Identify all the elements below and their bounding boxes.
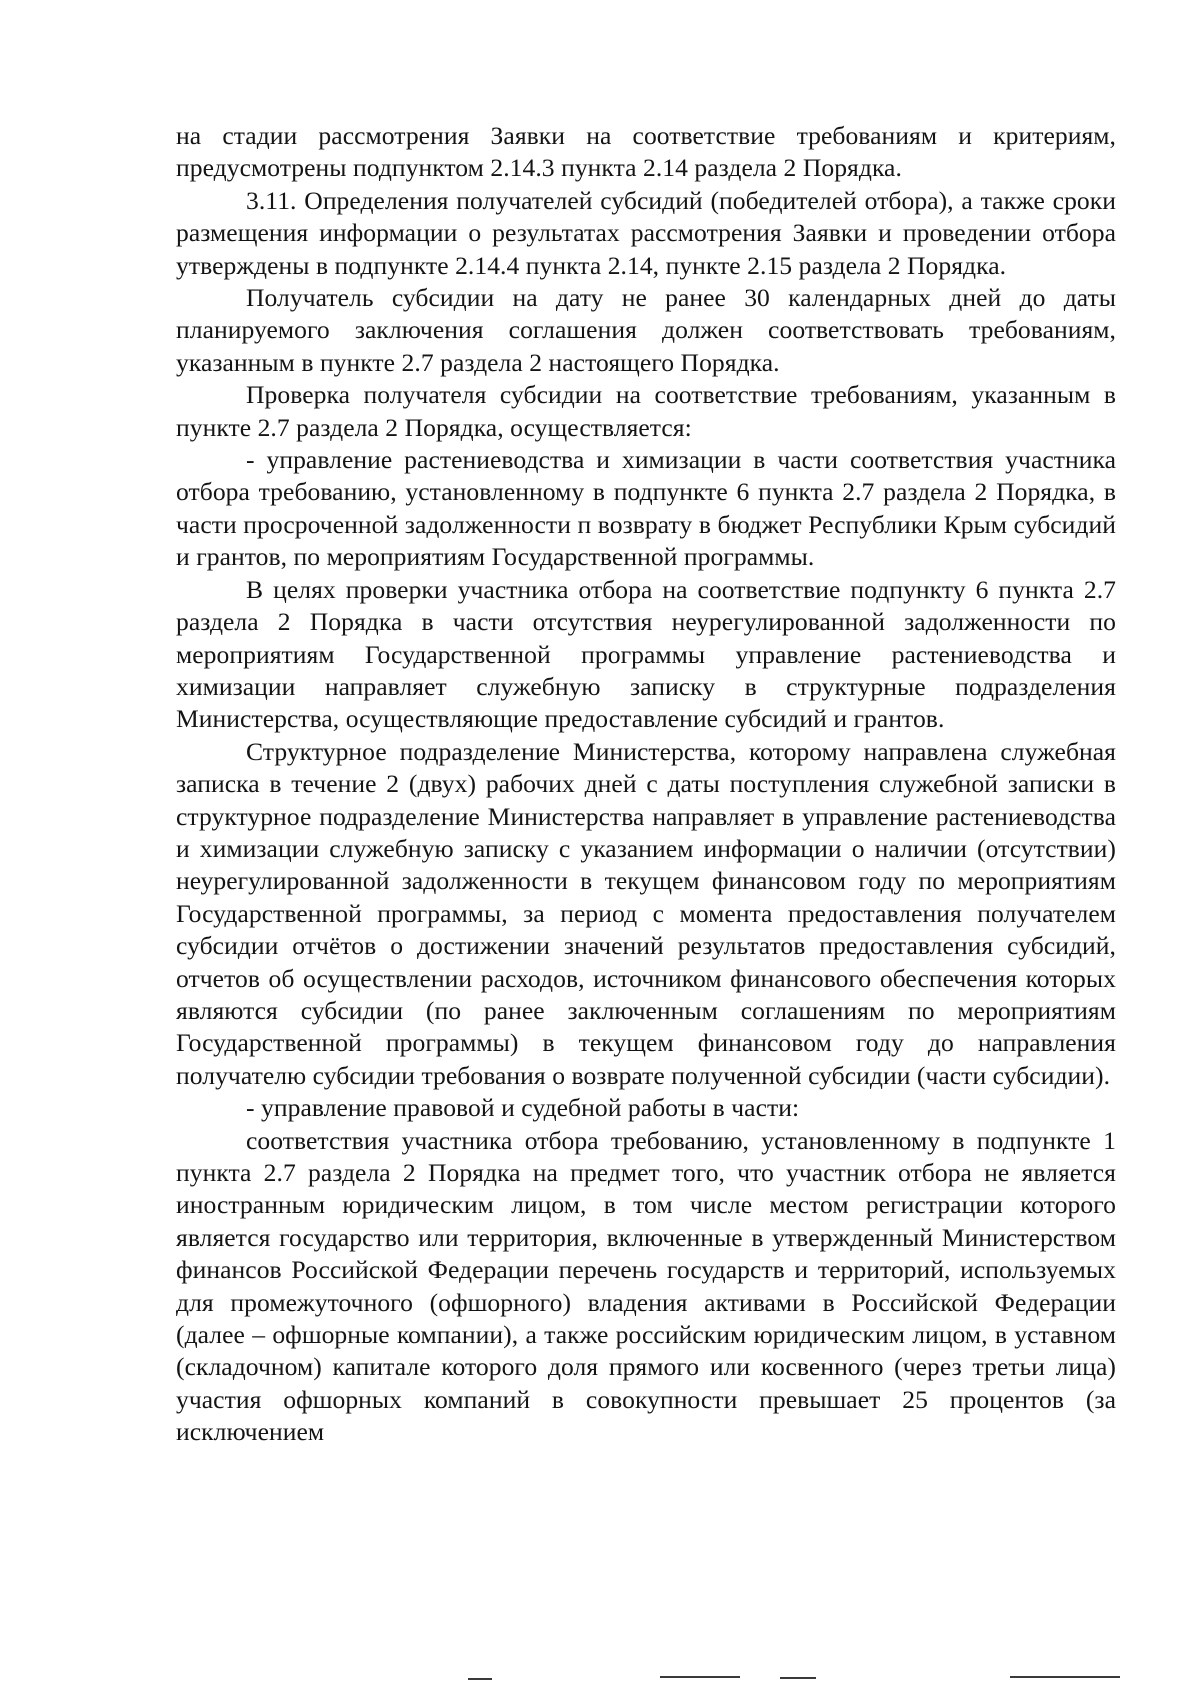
- paragraph-structural-division-response: Структурное подразделение Министерства, которому направлена служебная записка в течение 2 (двух) рабочих дней с даты поступления служебной записки в структурное подразделение Министерства направляет в управление растениеводства и химизации служебную записку с указанием информации о наличии (отсутствии) неурегулированной задолженности в текущем финансовом году по мероприятиям Государственной программы, за период с момента предоставления получателем субсидии отчётов о достижении значений результатов предоставления субсидий, отчетов об осуществлении расходов, источником финансового обеспечения которых являются субсидии (по ранее заключенным соглашениям по мероприятиям Государственной программы) в текущем финансовом году до направления получателю субсидии требования о возврате полученной субсидии (части субсидии).: [176, 736, 1116, 1090]
- paragraph-3-11-winners-definition: 3.11. Определения получателей субсидий (победителей отбора), а также сроки размещения информации о результатах рассмотрения Заявки и проведении отбора утверждены в подпункте 2.14.4 пункта 2.14, пункте 2.15 раздела 2 Порядка.: [176, 185, 1116, 280]
- paragraph-crop-department-check: - управление растениеводства и химизации в части соответствия участника отбора требованию, установленному в подпункте 6 пункта 2.7 раздела 2 Порядка, в части просроченной задолженности п возврату в бюджет Республики Крым субсидий и грантов, по мероприятиям Государственной программы.: [176, 445, 1116, 572]
- paragraph-debt-check-memo: В целях проверки участника отбора на соответствие подпункту 6 пункта 2.7 раздела 2 Порядка в части отсутствия неурегулированной задолженности по мероприятиям Государственной программы управление растениеводства и химизации направляет служебную записку в структурные подразделения Министерства, осуществляющие предоставление субсидий и грантов.: [176, 574, 1116, 734]
- paragraph-recipient-requirements: Получатель субсидии на дату не ранее 30 календарных дней до даты планируемого заключения соглашения должен соответствовать требованиям, указанным в пункте 2.7 раздела 2 настоящего Порядка.: [176, 283, 1116, 377]
- paragraph-results-review-stage: на стадии рассмотрения Заявки на соответствие требованиям и критериям, предусмотрены подпунктом 2.14.3 пункта 2.14 раздела 2 Порядка.: [176, 121, 1116, 183]
- document-body: [176, 120, 1116, 1449]
- paragraph-offshore-requirement: соответствия участника отбора требованию, установленному в подпункте 1 пункта 2.7 раздела 2 Порядка на предмет того, что участник отбора не является иностранным юридическим лицом, в том числе местом регистрации которого является государство или территория, включенные в утвержденный Министерством финансов Российской Федерации перечень государств и территорий, используемых для промежуточного (офшорного) владения активами в Российской Федерации (далее – офшорные компании), а также российским юридическим лицом, в уставном (складочном) капитале которого доля прямого или косвенного (через третьи лица) участия офшорных компаний в совокупности превышает 25 процентов (за исключением: [176, 1125, 1116, 1447]
- paragraph-recipient-check: Проверка получателя субсидии на соответствие требованиям, указанным в пункте 2.7 раздела 2 Порядка, осуществляется:: [176, 380, 1116, 442]
- scan-artifacts: [0, 1672, 1200, 1692]
- paragraph-legal-department-check: - управление правовой и судебной работы в части:: [246, 1093, 800, 1123]
